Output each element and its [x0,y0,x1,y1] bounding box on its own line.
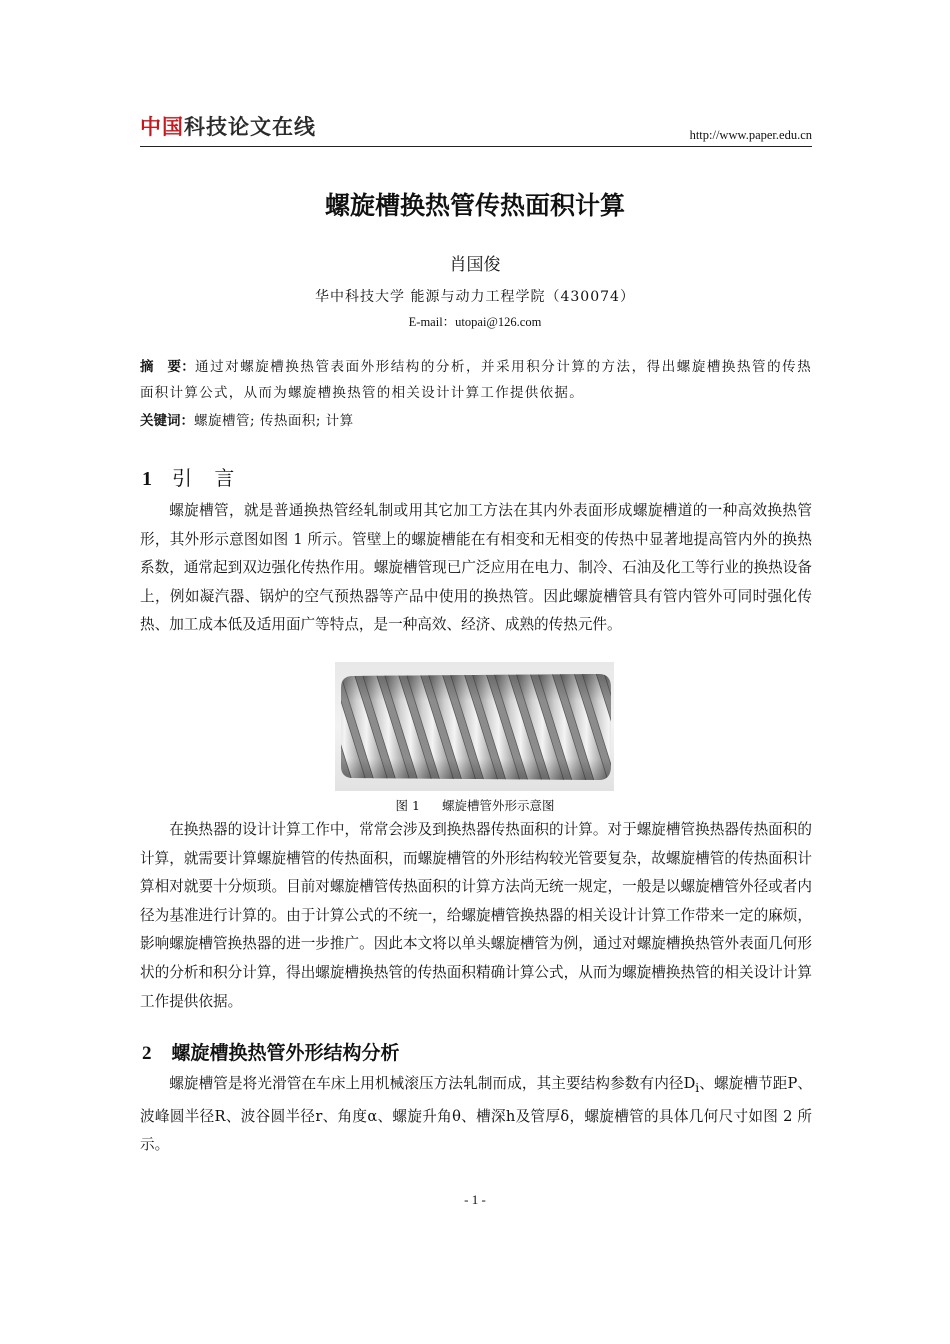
figure-1-caption-text: 螺旋槽管外形示意图 [441,798,555,813]
figure-1-image [335,662,614,791]
section-1-title: 引 言 [172,466,243,490]
section-1-paragraph-2: 在换热器的设计计算工作中，常常会涉及到换热器传热面积的计算。对于螺旋槽管换热器传热面积的计算，就需要计算螺旋槽管的传热面积，而螺旋槽管的外形结构较光管要复杂，故螺旋槽管的传热面积计算相对就要十分烦琐。目前对螺旋槽管传热面积的计算方法尚无统一规定，一般是以螺旋槽管外径或者内径为基准进行计算的。由于计算公式的不统一，给螺旋槽管换热器的相关设计计算工作带来一定的麻烦，影响螺旋槽管换热器的进一步推广。因此本文将以单头螺旋槽管为例，通过对螺旋槽换热管外表面几何形状的分析和积分计算，得出螺旋槽换热管的传热面积精确计算公式，从而为螺旋槽换热管的相关设计计算工作提供依据。 [140,821,812,1010]
section-2-number: 2 [142,1043,152,1064]
journal-url[interactable]: http://www.paper.edu.cn [689,128,812,142]
section-2-text-a: 螺旋槽管是将光滑管在车床上用机械滚压方法轧制而成，其主要结构参数有内径D [169,1075,696,1092]
abstract-label: 摘 要： [140,359,196,375]
abstract-text: 通过对螺旋槽换热管表面外形结构的分析，并采用积分计算的方法，得出螺旋槽换热管的传热面积计算公式，从而为螺旋槽换热管的相关设计计算工作提供依据。 [140,359,812,401]
section-2-text-b: 、螺旋槽节距P、波峰圆半径R、波谷圆半径r、角度α、螺旋升角θ、槽深h及管厚δ，螺旋槽管的具体几何尺寸如图 2 所示。 [140,1075,812,1154]
paper-title: 螺旋槽换热管传热面积计算 [324,191,625,220]
section-1-heading [142,463,242,494]
figure-1-number: 图 1 [395,798,420,813]
author-email[interactable]: E-mail：utopai@126.com [408,315,542,329]
keywords-text: 螺旋槽管; 传热面积; 计算 [194,413,354,429]
figure-1-caption [0,797,950,815]
section-2-title: 螺旋槽换热管外形结构分析 [171,1042,400,1064]
logo-red-text: 中国 [140,115,184,139]
section-2-heading [142,1038,400,1069]
author-affiliation: 华中科技大学 能源与动力工程学院（430074） [315,289,635,305]
page-number: - 1 - [464,1192,486,1207]
keywords [140,408,812,434]
author-name: 肖国俊 [449,255,501,275]
section-1-number: 1 [142,468,152,490]
journal-logo [140,114,316,140]
section-1-paragraph-1: 螺旋槽管，就是普通换热管经轧制或用其它加工方法在其内外表面形成螺旋槽道的一种高效换热管形，其外形示意图如图 1 所示。管壁上的螺旋槽能在有相变和无相变的传热中显著地提高管内外的换热系数，通常起到双边强化传热作用。螺旋槽管现已广泛应用在电力、制冷、石油及化工等行业的换热设备上，例如凝汽器、锅炉的空气预热器等产品中使用的换热管。因此螺旋槽管具有管内管外可同时强化传热、加工成本低及适用面广等特点，是一种高效、经济、成熟的传热元件。 [140,502,812,634]
keywords-label: 关键词： [140,413,194,429]
abstract [140,354,812,406]
section-2-paragraph-1 [140,1070,812,1160]
logo-dark-text: 科技论文在线 [184,115,316,139]
section-2-subscript: i [695,1080,700,1095]
journal-header [140,112,812,147]
